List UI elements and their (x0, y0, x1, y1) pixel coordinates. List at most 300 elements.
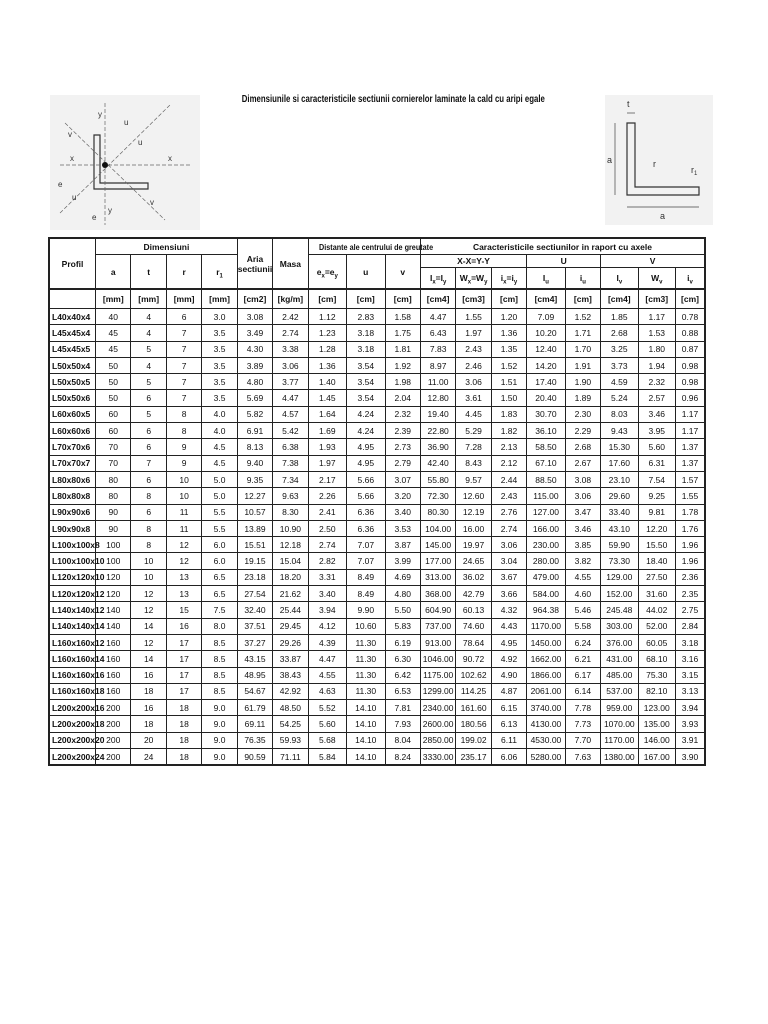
table-cell: 42.92 (273, 683, 308, 699)
table-cell: 18 (166, 700, 201, 716)
table-cell: 12 (131, 586, 166, 602)
label-y-bottom: y (108, 206, 112, 215)
table-row (49, 667, 705, 683)
table-cell: 1866.00 (527, 667, 565, 683)
table-cell: 1380.00 (601, 749, 638, 766)
table-cell: 100 (96, 553, 131, 569)
table-cell: 11 (166, 504, 201, 520)
table-cell: 5.66 (347, 471, 385, 487)
table-cell: 2.76 (491, 504, 526, 520)
table-cell: 7.78 (565, 700, 600, 716)
table-row (49, 423, 705, 439)
table-cell: 2.82 (308, 553, 346, 569)
table-cell: 6 (166, 309, 201, 325)
unit-cell: [kg/m] (273, 289, 308, 309)
table-cell: 90 (96, 520, 131, 536)
table-cell: 7.28 (456, 439, 491, 455)
table-cell: 10.60 (347, 618, 385, 634)
table-cell: 9.81 (638, 504, 675, 520)
table-cell: 6.14 (565, 683, 600, 699)
table-cell: 1.52 (491, 357, 526, 373)
table-cell: 5.83 (385, 618, 420, 634)
table-cell: 3.99 (385, 553, 420, 569)
table-cell: 4.92 (491, 651, 526, 667)
unit-cell: [cm4] (420, 289, 455, 309)
table-row (49, 618, 705, 634)
table-cell: 50 (96, 390, 131, 406)
table-cell: 3.91 (675, 732, 705, 748)
table-cell: 2.32 (385, 406, 420, 422)
table-cell: 5.60 (308, 716, 346, 732)
table-cell: 2.43 (491, 488, 526, 504)
table-cell: 3.06 (273, 357, 308, 373)
table-cell: 6.31 (638, 455, 675, 471)
table-cell: 2.04 (385, 390, 420, 406)
table-cell: 1046.00 (420, 651, 455, 667)
table-cell: 3.06 (456, 374, 491, 390)
table-cell: 8 (166, 423, 201, 439)
table-cell: 12.60 (456, 488, 491, 504)
table-cell: 42.79 (456, 586, 491, 602)
table-cell: 6.0 (202, 537, 237, 553)
table-cell: 17 (166, 667, 201, 683)
table-cell: 6.5 (202, 586, 237, 602)
table-cell: 104.00 (420, 520, 455, 536)
table-cell: 18 (131, 683, 166, 699)
table-cell: 18 (166, 732, 201, 748)
table-cell: 3.67 (491, 569, 526, 585)
table-cell: 5.42 (273, 423, 308, 439)
table-cell: 4530.00 (527, 732, 565, 748)
table-cell: 18 (131, 716, 166, 732)
table-cell: 120 (96, 586, 131, 602)
table-cell: 4.5 (202, 455, 237, 471)
profile-name-cell: L50x50x4 (49, 357, 96, 373)
table-cell: 3.47 (565, 504, 600, 520)
table-cell: 40 (96, 309, 131, 325)
table-cell: 1170.00 (527, 618, 565, 634)
table-cell: 73.30 (601, 553, 638, 569)
table-cell: 12 (166, 537, 201, 553)
table-cell: 1.98 (385, 374, 420, 390)
profile-name-cell: L40x40x4 (49, 309, 96, 325)
profile-table-body (49, 309, 705, 766)
table-cell: 2.67 (565, 455, 600, 471)
table-cell: 12.19 (456, 504, 491, 520)
table-cell: 1.40 (308, 374, 346, 390)
table-cell: 7 (166, 341, 201, 357)
table-cell: 6.15 (491, 700, 526, 716)
table-cell: 2.73 (385, 439, 420, 455)
table-cell: 5.0 (202, 471, 237, 487)
table-cell: 1.69 (308, 423, 346, 439)
table-row (49, 341, 705, 357)
table-cell: 1.90 (565, 374, 600, 390)
table-cell: 1.50 (491, 390, 526, 406)
label-y-top: y (98, 110, 102, 119)
profile-name-cell: L60x60x5 (49, 406, 96, 422)
table-cell: 100 (96, 537, 131, 553)
table-cell: 1070.00 (601, 716, 638, 732)
table-cell: 5.52 (308, 700, 346, 716)
table-cell: 2.12 (491, 455, 526, 471)
table-cell: 42.40 (420, 455, 455, 471)
table-cell: 3.90 (675, 749, 705, 766)
table-cell: 17 (166, 651, 201, 667)
table-cell: 6.53 (385, 683, 420, 699)
table-cell: 4.0 (202, 423, 237, 439)
table-row (49, 309, 705, 325)
table-cell: 37.51 (237, 618, 272, 634)
header-col-v: v (385, 255, 420, 290)
units-blank (49, 289, 96, 309)
table-cell: 4.57 (273, 406, 308, 422)
table-cell: 48.95 (237, 667, 272, 683)
table-cell: 2.42 (273, 309, 308, 325)
table-cell: 74.60 (456, 618, 491, 634)
table-cell: 913.00 (420, 634, 455, 650)
table-cell: 5.46 (565, 602, 600, 618)
table-cell: 235.17 (456, 749, 491, 766)
table-cell: 167.00 (638, 749, 675, 766)
table-cell: 1.94 (638, 357, 675, 373)
table-cell: 2.26 (308, 488, 346, 504)
table-cell: 3.46 (565, 520, 600, 536)
table-cell: 12.18 (273, 537, 308, 553)
header-axis-xy: X-X=Y-Y (420, 255, 526, 268)
table-cell: 8.5 (202, 683, 237, 699)
table-cell: 13.89 (237, 520, 272, 536)
table-cell: 15.30 (601, 439, 638, 455)
table-cell: 15.51 (237, 537, 272, 553)
table-cell: 1.36 (491, 325, 526, 341)
table-cell: 303.00 (601, 618, 638, 634)
table-cell: 12.20 (638, 520, 675, 536)
table-cell: 45 (96, 325, 131, 341)
table-cell: 0.78 (675, 309, 705, 325)
table-cell: 27.54 (237, 586, 272, 602)
unit-cell: [cm] (308, 289, 346, 309)
table-cell: 32.40 (237, 602, 272, 618)
table-cell: 2.30 (565, 406, 600, 422)
table-cell: 70 (96, 439, 131, 455)
table-cell: 313.00 (420, 569, 455, 585)
table-cell: 60 (96, 423, 131, 439)
table-cell: 4.87 (491, 683, 526, 699)
table-cell: 200 (96, 700, 131, 716)
unit-cell: [mm] (96, 289, 131, 309)
table-cell: 3.40 (308, 586, 346, 602)
table-cell: 180.56 (456, 716, 491, 732)
table-cell: 90.72 (456, 651, 491, 667)
table-cell: 3.25 (601, 341, 638, 357)
table-cell: 537.00 (601, 683, 638, 699)
table-cell: 1662.00 (527, 651, 565, 667)
table-cell: 7 (131, 455, 166, 471)
table-cell: 7.93 (385, 716, 420, 732)
table-cell: 31.60 (638, 586, 675, 602)
table-cell: 1299.00 (420, 683, 455, 699)
table-cell: 6.38 (273, 439, 308, 455)
table-cell: 3.08 (237, 309, 272, 325)
table-cell: 2.44 (491, 471, 526, 487)
table-cell: 3.13 (675, 683, 705, 699)
table-cell: 24.65 (456, 553, 491, 569)
table-cell: 4.90 (491, 667, 526, 683)
table-cell: 80.30 (420, 504, 455, 520)
table-cell: 3.0 (202, 309, 237, 325)
table-cell: 8.0 (202, 618, 237, 634)
table-cell: 14.10 (347, 716, 385, 732)
table-cell: 5.84 (308, 749, 346, 766)
table-cell: 76.35 (237, 732, 272, 748)
table-cell: 199.02 (456, 732, 491, 748)
table-cell: 6 (131, 471, 166, 487)
table-cell: 5 (131, 341, 166, 357)
table-cell: 2.35 (675, 586, 705, 602)
table-cell: 127.00 (527, 504, 565, 520)
table-cell: 8.13 (237, 439, 272, 455)
table-cell: 33.87 (273, 651, 308, 667)
table-cell: 1.17 (675, 423, 705, 439)
label-u-top: u (124, 118, 129, 127)
table-cell: 5.24 (601, 390, 638, 406)
unit-cell: [cm] (385, 289, 420, 309)
table-cell: 71.11 (273, 749, 308, 766)
table-cell: 146.00 (638, 732, 675, 748)
table-cell: 3.94 (675, 700, 705, 716)
label-u-bottom: u (72, 193, 77, 202)
profile-name-cell: L160x160x12 (49, 634, 96, 650)
table-cell: 1.85 (601, 309, 638, 325)
table-cell: 3.49 (237, 325, 272, 341)
table-cell: 60.13 (456, 602, 491, 618)
table-cell: 1.97 (456, 325, 491, 341)
table-cell: 2.68 (565, 439, 600, 455)
table-cell: 1.28 (308, 341, 346, 357)
table-cell: 2.32 (638, 374, 675, 390)
table-cell: 7.54 (638, 471, 675, 487)
table-cell: 36.10 (527, 423, 565, 439)
table-cell: 6.24 (565, 634, 600, 650)
table-row (49, 700, 705, 716)
table-cell: 6.91 (237, 423, 272, 439)
profile-name-cell: L70x70x7 (49, 455, 96, 471)
table-cell: 376.00 (601, 634, 638, 650)
table-cell: 8.03 (601, 406, 638, 422)
table-cell: 2.75 (675, 602, 705, 618)
table-cell: 11.30 (347, 651, 385, 667)
table-cell: 6.36 (347, 520, 385, 536)
table-cell: 30.70 (527, 406, 565, 422)
table-cell: 9.40 (237, 455, 272, 471)
table-cell: 3.66 (491, 586, 526, 602)
table-cell: 1.51 (491, 374, 526, 390)
table-cell: 11.00 (420, 374, 455, 390)
table-cell: 12.40 (527, 341, 565, 357)
table-cell: 9.63 (273, 488, 308, 504)
table-cell: 1.97 (308, 455, 346, 471)
table-cell: 36.90 (420, 439, 455, 455)
table-cell: 80 (96, 471, 131, 487)
profile-name-cell: L120x120x12 (49, 586, 96, 602)
header-masa: Masa (273, 238, 308, 289)
table-cell: 8 (131, 520, 166, 536)
table-cell: 3.18 (347, 325, 385, 341)
table-cell: 12.27 (237, 488, 272, 504)
unit-cell: [cm3] (638, 289, 675, 309)
table-cell: 60.05 (638, 634, 675, 650)
header-axis-u: U (527, 255, 601, 268)
table-cell: 58.50 (527, 439, 565, 455)
table-cell: 245.48 (601, 602, 638, 618)
table-cell: 14.10 (347, 700, 385, 716)
table-cell: 4.47 (308, 651, 346, 667)
profile-name-cell: L200x200x20 (49, 732, 96, 748)
profile-name-cell: L70x70x6 (49, 439, 96, 455)
table-cell: 3.94 (308, 602, 346, 618)
table-cell: 7.09 (527, 309, 565, 325)
table-cell: 177.00 (420, 553, 455, 569)
table-row (49, 569, 705, 585)
header-col-wx: $W_x=W_y$ (456, 268, 491, 290)
table-cell: 1.57 (675, 471, 705, 487)
profile-name-cell: L200x200x18 (49, 716, 96, 732)
table-row (49, 390, 705, 406)
label-ey: e (92, 213, 97, 222)
table-cell: 2.13 (491, 439, 526, 455)
header-col-a: a (96, 255, 131, 290)
table-cell: 9.0 (202, 700, 237, 716)
table-cell: 1.91 (565, 357, 600, 373)
table-cell: 17.40 (527, 374, 565, 390)
table-cell: 43.10 (601, 520, 638, 536)
table-cell: 17.60 (601, 455, 638, 471)
table-cell: 8 (131, 537, 166, 553)
table-cell: 90 (96, 504, 131, 520)
table-cell: 8.30 (273, 504, 308, 520)
table-cell: 18 (166, 749, 201, 766)
table-cell: 200 (96, 716, 131, 732)
document-title: Dimensiunile si caracteristicile sectiunii cornierelor laminate la cald cu aripi egale (241, 94, 545, 105)
profile-name-cell: L80x80x6 (49, 471, 96, 487)
table-cell: 5 (131, 374, 166, 390)
header-distante: Distante ale centrului de greutate (308, 238, 420, 255)
table-cell: 37.27 (237, 634, 272, 650)
profile-name-cell: L160x160x14 (49, 651, 96, 667)
table-cell: 90.59 (237, 749, 272, 766)
table-cell: 5 (131, 406, 166, 422)
table-cell: 15.04 (273, 553, 308, 569)
table-row (49, 537, 705, 553)
table-cell: 3.77 (273, 374, 308, 390)
table-cell: 3740.00 (527, 700, 565, 716)
table-cell: 9 (166, 455, 201, 471)
table-cell: 4.30 (237, 341, 272, 357)
table-cell: 161.60 (456, 700, 491, 716)
label-a-bottom: a (660, 211, 666, 221)
unit-cell: [cm] (491, 289, 526, 309)
table-cell: 5.82 (237, 406, 272, 422)
header-profil: Profil (49, 238, 96, 289)
table-cell: 8.43 (456, 455, 491, 471)
header-col-iu: $i_u$ (565, 268, 600, 290)
table-cell: 7.34 (273, 471, 308, 487)
table-cell: 15 (166, 602, 201, 618)
table-cell: 88.50 (527, 471, 565, 487)
profile-name-cell: L50x50x5 (49, 374, 96, 390)
table-cell: 8.49 (347, 586, 385, 602)
table-cell: 4.45 (456, 406, 491, 422)
table-cell: 0.96 (675, 390, 705, 406)
table-cell: 4 (131, 357, 166, 373)
table-cell: 14.20 (527, 357, 565, 373)
table-cell: 3.53 (385, 520, 420, 536)
table-cell: 7 (166, 374, 201, 390)
table-cell: 1.83 (491, 406, 526, 422)
table-cell: 3.93 (675, 716, 705, 732)
table-row (49, 325, 705, 341)
table-cell: 80 (96, 488, 131, 504)
table-cell: 8.5 (202, 651, 237, 667)
table-cell: 8 (131, 488, 166, 504)
table-cell: 16 (166, 618, 201, 634)
table-cell: 61.79 (237, 700, 272, 716)
header-col-r1: $r_1$ (202, 255, 237, 290)
table-cell: 2.50 (308, 520, 346, 536)
table-cell: 59.93 (273, 732, 308, 748)
table-cell: 1.37 (675, 455, 705, 471)
table-cell: 14.10 (347, 732, 385, 748)
table-cell: 2.41 (308, 504, 346, 520)
angle-axes-diagram (50, 95, 200, 230)
table-cell: 123.00 (638, 700, 675, 716)
header-col-Iu: $I_u$ (527, 268, 565, 290)
table-cell: 2.74 (273, 325, 308, 341)
table-cell: 368.00 (420, 586, 455, 602)
label-r: r (653, 159, 656, 169)
table-cell: 4.55 (308, 667, 346, 683)
table-cell: 3.89 (237, 357, 272, 373)
table-cell: 6 (131, 439, 166, 455)
table-cell: 2850.00 (420, 732, 455, 748)
header-col-ex: $e_x=e_y$ (308, 255, 346, 290)
table-cell: 4.60 (565, 586, 600, 602)
table-cell: 3.95 (638, 423, 675, 439)
table-cell: 78.64 (456, 634, 491, 650)
profile-name-cell: L160x160x16 (49, 667, 96, 683)
table-cell: 0.98 (675, 357, 705, 373)
table-cell: 2.74 (308, 537, 346, 553)
table-cell: 12 (131, 602, 166, 618)
label-x-left: x (70, 154, 74, 163)
table-cell: 1170.00 (601, 732, 638, 748)
header-col-iix: $i_x=i_y$ (491, 268, 526, 290)
table-row (49, 471, 705, 487)
table-cell: 25.44 (273, 602, 308, 618)
table-cell: 3.18 (675, 634, 705, 650)
table-cell: 10 (166, 471, 201, 487)
table-cell: 0.98 (675, 374, 705, 390)
table-cell: 1175.00 (420, 667, 455, 683)
table-cell: 20 (131, 732, 166, 748)
table-cell: 0.87 (675, 341, 705, 357)
table-cell: 129.00 (601, 569, 638, 585)
table-cell: 3.20 (385, 488, 420, 504)
table-row (49, 488, 705, 504)
table-cell: 2061.00 (527, 683, 565, 699)
table-cell: 2.57 (638, 390, 675, 406)
